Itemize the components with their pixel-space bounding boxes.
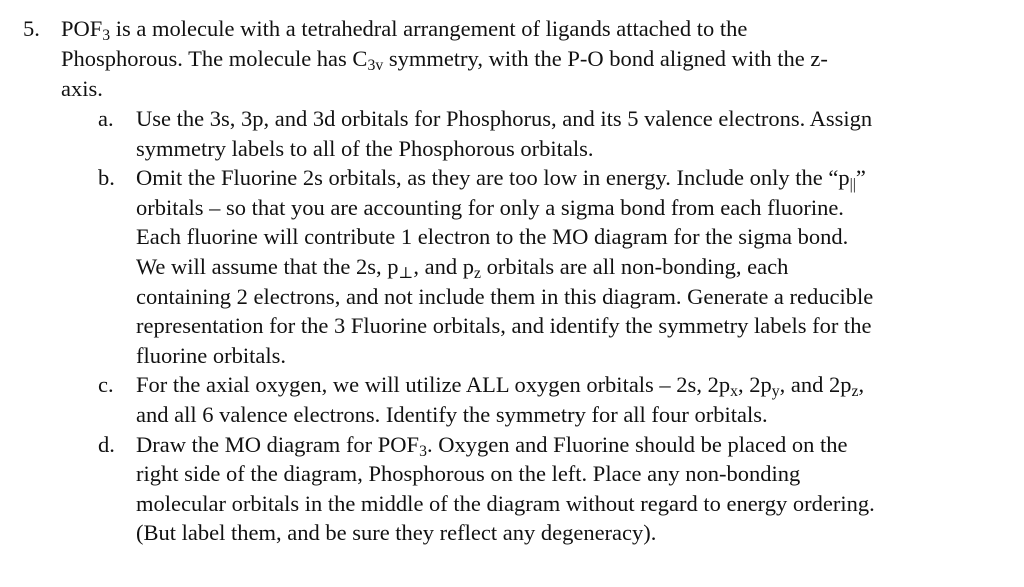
- text-run: ,: [858, 372, 865, 398]
- text-run: right side of the diagram, Phosphorous on the left. Place any non-bonding: [136, 461, 801, 487]
- question-parts: [98, 104, 998, 548]
- text-run: containing 2 electrons, and not include them in this diagram. Generate a reducible: [136, 283, 874, 309]
- text-run: ”: [855, 165, 866, 191]
- text-line: [136, 400, 998, 430]
- text-run: (But label them, and be sure they reflect any degeneracy).: [136, 520, 657, 546]
- subscript: y: [771, 383, 780, 401]
- text-line: [61, 74, 966, 104]
- part-letter: d.: [98, 431, 115, 457]
- text-run: , and 2p: [779, 372, 852, 398]
- text-line: [136, 222, 998, 252]
- question-part-d: [98, 430, 998, 548]
- text-run: axis.: [61, 76, 103, 101]
- text-line: [136, 134, 998, 164]
- text-run: . Oxygen and Fluorine should be placed on the: [426, 431, 848, 457]
- text-line: [136, 252, 998, 282]
- subscript: ⊥: [398, 264, 414, 282]
- question-text: [61, 14, 966, 104]
- question-part-a: [98, 104, 998, 163]
- text-run: orbitals are all non-bonding, each: [480, 253, 789, 279]
- text-run: Each fluorine will contribute 1 electron to the MO diagram for the sigma bond.: [136, 224, 849, 250]
- question-part-b: [98, 163, 998, 370]
- text-line: [136, 341, 998, 371]
- text-run: We will assume that the 2s, p: [136, 253, 399, 279]
- text-line: [136, 518, 998, 548]
- question-part-c: [98, 370, 998, 429]
- part-letter: a.: [98, 106, 114, 131]
- text-run: representation for the 3 Fluorine orbitals, and identify the symmetry labels for the: [136, 313, 872, 339]
- text-run: POF: [61, 16, 103, 41]
- text-line: [136, 163, 998, 193]
- text-line: [61, 44, 966, 74]
- text-run: For the axial oxygen, we will utilize ALL oxygen orbitals – 2s, 2p: [136, 372, 731, 398]
- text-run: Use the 3s, 3p, and 3d orbitals for Phosphorus, and its 5 valence electrons. Assign: [136, 106, 873, 131]
- part-letter: c.: [98, 372, 114, 398]
- text-run: Phosphorous. The molecule has C: [61, 46, 368, 71]
- subscript: 3: [102, 26, 111, 44]
- question-number: 5.: [23, 16, 40, 41]
- text-run: and all 6 valence electrons. Identify the symmetry for all four orbitals.: [136, 401, 768, 427]
- text-run: , and p: [413, 253, 474, 279]
- text-run: Omit the Fluorine 2s orbitals, as they are too low in energy. Include only the “p: [136, 165, 850, 191]
- question-5: [23, 14, 983, 104]
- text-line: [136, 193, 998, 223]
- subscript: 3v: [367, 56, 384, 74]
- subscript: x: [730, 383, 738, 401]
- text-line: [136, 489, 998, 519]
- text-run: orbitals – so that you are accounting for only a sigma bond from each fluorine.: [136, 194, 844, 220]
- part-letter: b.: [98, 165, 115, 191]
- text-line: [136, 459, 998, 489]
- text-run: symmetry labels to all of the Phosphorous orbitals.: [136, 135, 594, 161]
- subscript: z: [851, 383, 859, 401]
- text-run: , 2p: [737, 372, 772, 398]
- subscript: z: [473, 264, 481, 282]
- text-line: [136, 104, 998, 134]
- text-line: [61, 14, 966, 44]
- subscript: 3: [419, 442, 427, 460]
- text-run: Draw the MO diagram for POF: [136, 431, 420, 457]
- text-run: is a molecule with a tetrahedral arrangement of ligands attached to the: [110, 16, 748, 41]
- text-run: symmetry, with the P-O bond aligned with the z-: [383, 46, 828, 71]
- text-line: [136, 370, 998, 400]
- text-line: [136, 282, 998, 312]
- text-line: [136, 311, 998, 341]
- subscript: ||: [849, 176, 856, 194]
- text-line: [136, 430, 998, 460]
- text-run: molecular orbitals in the middle of the diagram without regard to energy ordering.: [136, 490, 875, 516]
- text-run: fluorine orbitals.: [136, 342, 286, 368]
